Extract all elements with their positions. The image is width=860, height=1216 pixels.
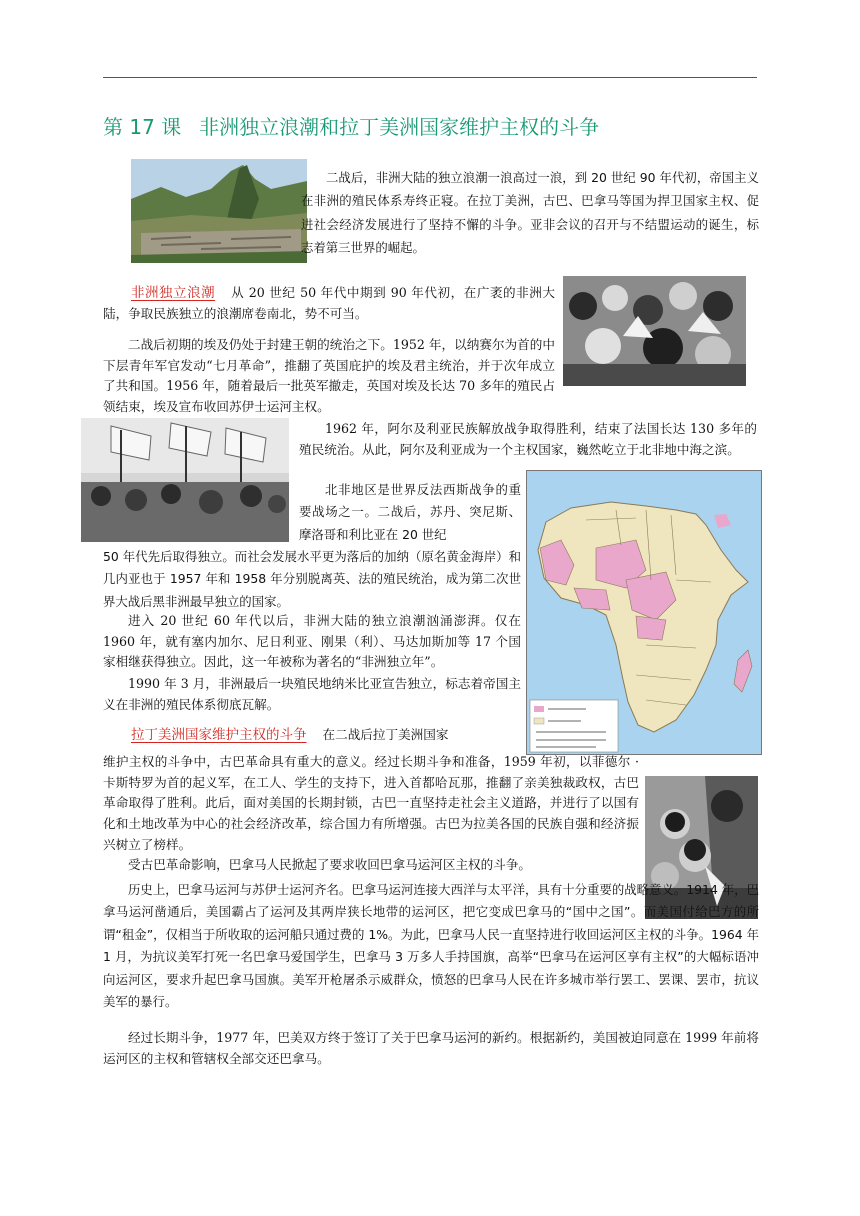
algeria-paragraph: 1962 年，阿尔及利亚民族解放战争取得胜利，结束了法国长达 130 多年的殖民统治。从此，阿尔及利亚成为一个主权国家，巍然屹立于北非地中海之滨。: [299, 421, 757, 457]
section-heading-african-independence: 非洲独立浪潮: [131, 285, 216, 301]
namibia-1990-paragraph: 1990 年 3 月，非洲最后一块殖民地纳米比亚宣告独立，标志着帝国主义在非洲的殖民体系彻底瓦解。: [103, 676, 521, 712]
panama-history-paragraph: 历史上，巴拿马运河与苏伊士运河齐名。巴拿马运河连接大西洋与太平洋，具有十分重要的战略意义。1914 年，巴拿马运河凿通后，美国霸占了运河及其两岸狭长地带的运河区，把它变成巴拿马的“国中之国”。而美国付给巴方的所谓“租金”，仅相当于所收取的运河船只通过费的 1%。为此，巴拿马人民一直坚持进行收回运河区主权的斗争。1964 年 1 月，为抗议美军打死一名巴拿马爱国学生，巴拿马 3 万多人手持国旗，高举“巴拿马在运河区享有主权”的大幅标语冲向运河区，要求升起巴拿马国旗。美军开枪屠杀示威群众，愤怒的巴拿马人民在许多城市举行罢工、罢课、罢市，抗议美军的暴行。: [103, 882, 759, 1010]
section1-lead-text: 从 20 世纪 50 年代中期到 90 年代初，在广袤的非洲大陆，争取民族独立的浪潮席卷南北，势不可当。: [103, 285, 555, 321]
cuba-paragraph: 维护主权的斗争中，古巴革命具有重大的意义。经过长期斗争和准备，1959 年初，以菲德尔 · 卡斯特罗为首的起义军，在工人、学生的支持下，进入首都哈瓦那，推翻了亲美独裁政权，古巴革命取得了胜利。此后，面对美国的长期封锁，古巴一直坚持走社会主义道路，并进行了以国有化和土地改革为中心的社会经济改革，综合国力有所增强。古巴为拉美各国的民族自强和经济振兴树立了榜样。: [103, 754, 639, 852]
section2-lead-paragraph: [103, 725, 521, 746]
africa-independence-map: [526, 470, 762, 755]
north-africa-paragraph-part1: 北非地区是世界反法西斯战争的重要战场之一。二战后，苏丹、突尼斯、摩洛哥和利比亚在 20 世纪: [299, 482, 521, 542]
header-rule: [103, 77, 757, 78]
egypt-paragraph: 二战后初期的埃及仍处于封建王朝的统治之下。1952 年，以纳赛尔为首的中下层青年军官发动“七月革命”，推翻了英国庇护的埃及君主统治，并于次年成立了共和国。1956 年，随着最后一批英军撤走，英国对埃及长达 70 多年的殖民占领结束，埃及宣布收回苏伊士运河主权。: [103, 337, 555, 415]
algeria-independence-photo: [81, 418, 289, 542]
section2-lead-text: 在二战后拉丁美洲国家: [322, 727, 449, 742]
panama-intro-paragraph: 受古巴革命影响，巴拿马人民掀起了要求收回巴拿马运河区主权的斗争。: [128, 857, 531, 872]
lesson-title: 非洲独立浪潮和拉丁美洲国家维护主权的斗争: [199, 115, 600, 139]
section-heading-latin-america: 拉丁美洲国家维护主权的斗争: [131, 727, 307, 743]
section1-lead-paragraph: [103, 283, 555, 324]
machu-picchu-photo: [131, 159, 307, 263]
north-africa-paragraph-part2: 50 年代先后取得独立。而社会发展水平更为落后的加纳（原名黄金海岸）和几内亚也于 1957 年和 1958 年分别脱离英、法的殖民统治，成为第二次世界大战后黑非洲最早独立的国家。: [103, 549, 521, 609]
lesson-number: 第 17 课: [103, 115, 182, 139]
africa-year-1960-paragraph: 进入 20 世纪 60 年代以后，非洲大陆的独立浪潮汹涌澎湃。仅在 1960 年，就有塞内加尔、尼日利亚、刚果（利）、马达加斯加等 17 个国家相继获得独立。因此，这一年被称为著名的“非洲独立年”。: [103, 613, 521, 670]
nasser-crowd-photo: [563, 276, 746, 386]
page-title: [103, 111, 599, 140]
intro-paragraph: 二战后，非洲大陆的独立浪潮一浪高过一浪，到 20 世纪 90 年代初，帝国主义在非洲的殖民体系寿终正寝。在拉丁美洲，古巴、巴拿马等国为捍卫国家主权、促进社会经济发展进行了坚持不懈的斗争。亚非会议的召开与不结盟运动的诞生，标志着第三世界的崛起。: [301, 170, 759, 256]
panama-treaty-paragraph: 经过长期斗争，1977 年，巴美双方终于签订了关于巴拿马运河的新约。根据新约，美国被迫同意在 1999 年前将运河区的主权和管辖权全部交还巴拿马。: [103, 1030, 759, 1066]
